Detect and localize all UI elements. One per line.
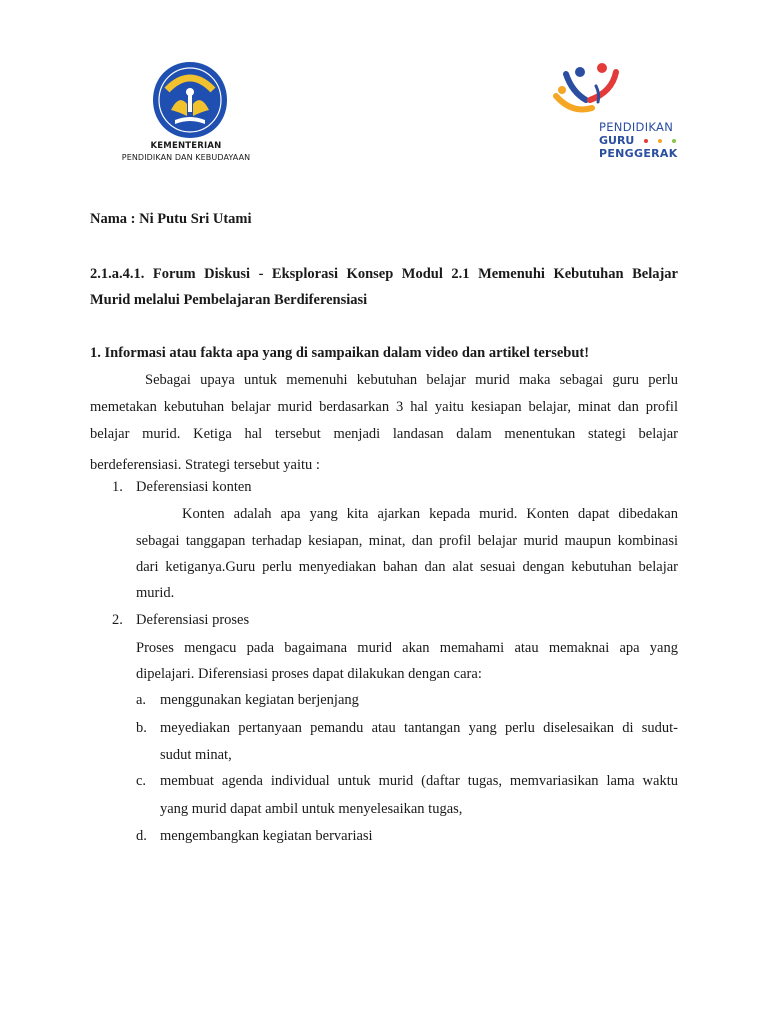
subitem-b-line-2: sudut minat, (160, 747, 232, 763)
para1-line-2: memetakan kebutuhan belajar murid berdasarkan 3 hal yaitu kesiapan belajar, minat dan profil (90, 399, 678, 415)
para1-line-3: belajar murid. Ketiga hal tersebut menjadi landasan dalam menentukan stategi belajar (90, 426, 678, 442)
title-line-2: Murid melalui Pembelajaran Berdiferensiasi (90, 292, 368, 308)
green-dot-icon (672, 139, 676, 143)
para1-line-4: berdeferensiasi. Strategi tersebut yaitu : (90, 457, 320, 473)
kemendikbud-line2: PENDIDIKAN DAN KEBUDAYAAN (121, 153, 251, 162)
gp-line1: PENDIDIKAN (599, 120, 674, 134)
item1-line-2: sebagai tanggapan terhadap kesiapan, minat, dan profil belajar murid maupun kombinasi (136, 533, 678, 549)
item1-number: 1. (112, 479, 123, 495)
subitem-c-letter: c. (136, 773, 147, 789)
question-1-heading: 1. Informasi atau fakta apa yang di sampaikan dalam video dan artikel tersebut! (90, 345, 590, 361)
title-line-1: 2.1.a.4.1. Forum Diskusi - Eksplorasi Konsep Modul 2.1 Memenuhi Kebutuhan Belajar (90, 266, 678, 282)
subitem-d-letter: d. (136, 828, 147, 844)
subitem-a-letter: a. (136, 692, 147, 708)
subitem-b-letter: b. (136, 720, 147, 736)
tut-wuri-emblem-icon (151, 60, 229, 140)
subitem-c-line-1: membuat agenda individual untuk murid (daftar tugas, memvariasikan lama waktu (160, 773, 678, 789)
item2-label: Deferensiasi proses (136, 612, 250, 628)
item2-line-2: dipelajari. Diferensiasi proses dapat dilakukan dengan cara: (136, 666, 482, 682)
gp-line2-row (599, 134, 676, 147)
item2-line-1: Proses mengacu pada bagaimana murid akan memahami atau memaknai apa yang (136, 640, 678, 656)
subitem-a-line-1: menggunakan kegiatan berjenjang (160, 692, 359, 708)
item1-line-4: murid. (136, 585, 175, 601)
name-line: Nama : Ni Putu Sri Utami (90, 211, 252, 227)
guru-penggerak-logo (552, 62, 692, 172)
kemendikbud-logo (96, 56, 271, 166)
subitem-d-line-1: mengembangkan kegiatan bervariasi (160, 828, 373, 844)
gp-line2: GURU (599, 134, 635, 147)
para1-line-1: Sebagai upaya untuk memenuhi kebutuhan belajar murid maka sebagai guru perlu (145, 372, 678, 388)
kemendikbud-line1: KEMENTERIAN (150, 141, 222, 151)
yellow-dot-icon (658, 139, 662, 143)
item1-line-1: Konten adalah apa yang kita ajarkan kepada murid. Konten dapat dibedakan (182, 506, 678, 522)
red-dot-icon (644, 139, 648, 143)
item1-line-3: dari ketiganya.Guru perlu menyediakan bahan dan alat sesuai dengan kebutuhan belajar (136, 559, 678, 575)
item1-label: Deferensiasi konten (136, 479, 252, 495)
subitem-c-line-2: yang murid dapat ambil untuk menyelesaikan tugas, (160, 801, 463, 817)
subitem-b-line-1: meyediakan pertanyaan pemandu atau tantangan yang perlu diselesaikan di sudut- (160, 720, 678, 736)
guru-penggerak-emblem-icon (552, 62, 632, 122)
gp-line3: PENGGERAK (599, 147, 678, 160)
item2-number: 2. (112, 612, 123, 628)
